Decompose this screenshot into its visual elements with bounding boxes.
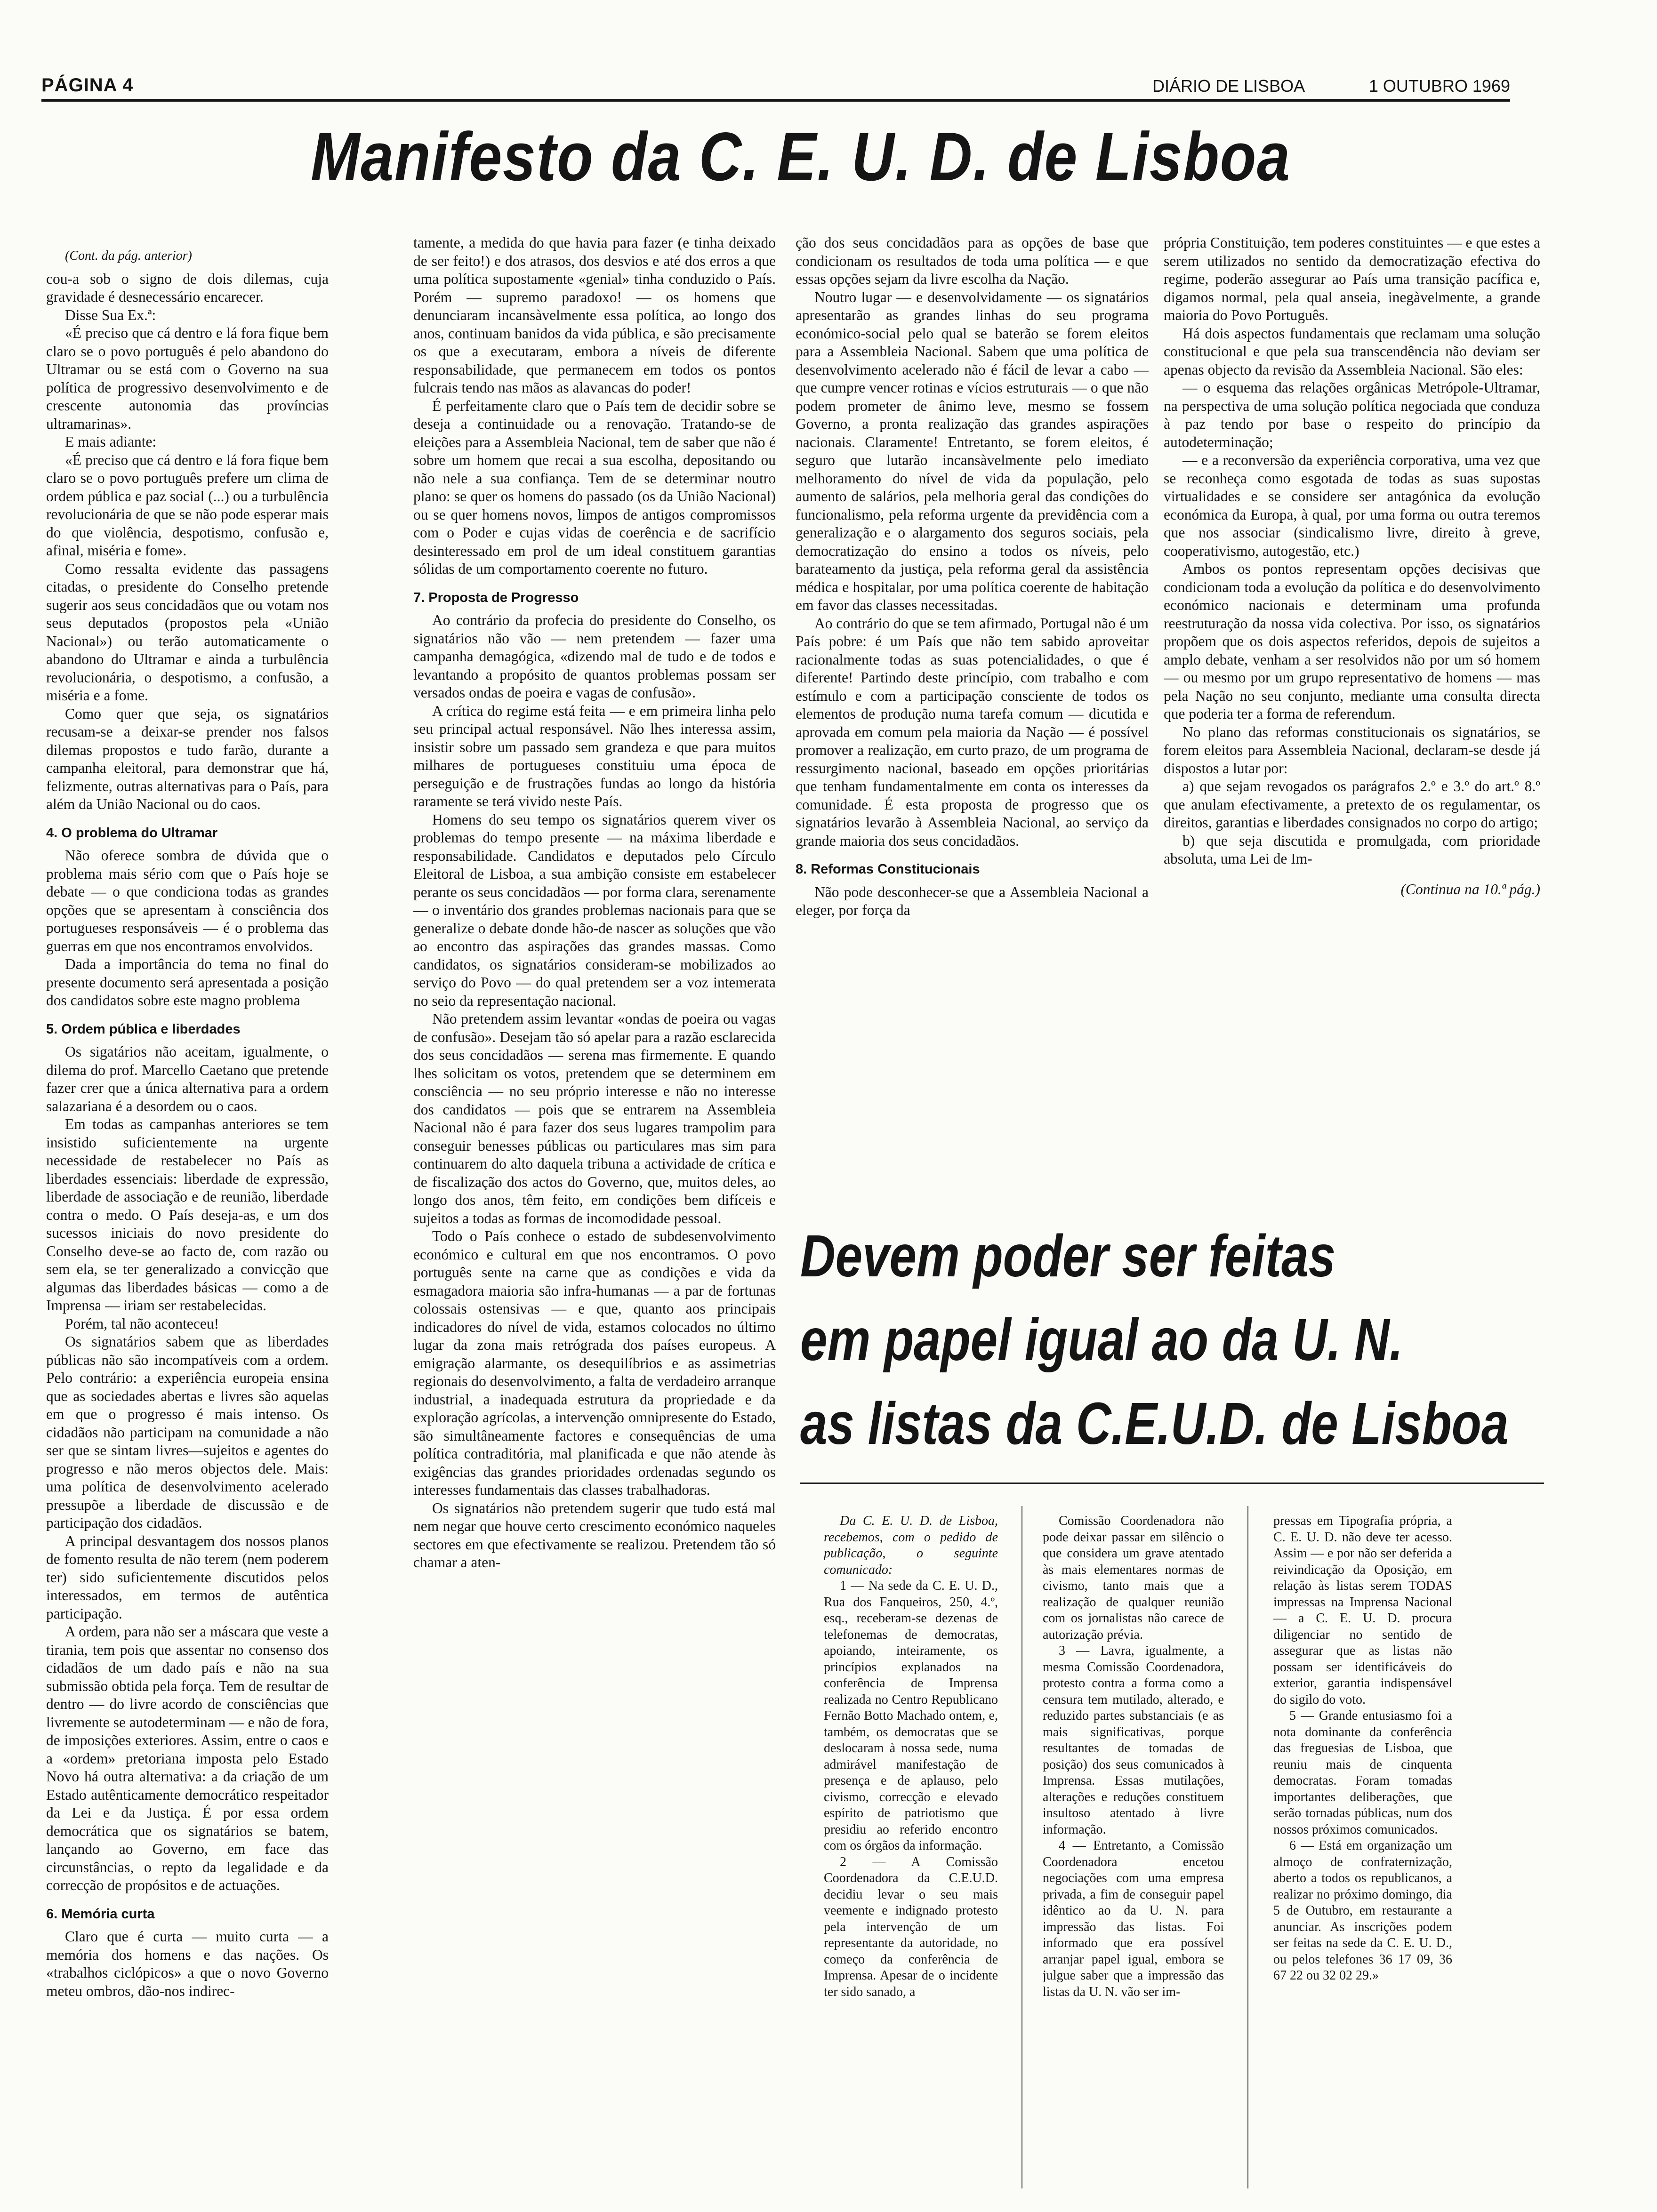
paragraph: pressas em Tipografia própria, a C. E. U. D. não deve ter acesso. Assim — e por não ser deferida a reivindicação da Oposição, em relação às listas serem TODAS impressas na Imprensa Nacional — a C. E. U. D. procura diligenciar no sentido de assegurar que as listas não possam ser identificáveis do exterior, garantia indispensável do sigilo do voto. [1273, 1514, 1452, 1707]
section-heading: 7. Proposta de Progresso [413, 590, 579, 605]
second-article-column-1 [824, 1513, 998, 2191]
second-headline-line: Devem poder ser feitas [800, 1223, 1336, 1289]
page-header [41, 71, 1510, 102]
second-headline-line: em papel igual ao da U. N. [800, 1306, 1403, 1373]
paragraph: Como ressalta evidente das passagens citadas, o presidente do Conselho pretende sugerir aos seus concidadãos que ou votam nos seus deputados (propostos pela «União Nacional») ou terão automaticamente o abandono do Ultramar e ainda a turbulência revolucionária, o despotismo, a confusão, a miséria e a fome. [46, 560, 329, 704]
column-divider [1247, 1506, 1248, 2188]
paragraph: Porém, tal não aconteceu! [65, 1315, 219, 1332]
continuation-note: (Cont. da pág. anterior) [65, 248, 192, 263]
paragraph: Ambos os pontos representam opções decisivas que condicionam toda a evolução da política e do desenvolvimento económico nacionais e determinam uma profunda reestruturação da nossa vida colectiva. Por isso, os signatários propõem que os dois aspectos referidos, depois de sujeitos a amplo debate, venham a ser resolvidos não por um só homem — ou mesmo por um grupo representativo de homens — mas pela Nação no seu conjunto, mediante uma consulta directa que poderia ter a forma de referendum. [1164, 561, 1540, 722]
paragraph: Os signatários não pretendem sugerir que tudo está mal nem negar que houve certo crescimento económico naqueles sectores em que efectivamente se realizou. Pretendem tão só chamar a aten- [413, 1499, 776, 1571]
paragraph: Ao contrário do que se tem afirmado, Portugal não é um País pobre: é um País que não tem sabido aproveitar racionalmente todas as suas potencialidades, o que é diferente! Partindo deste princípio, com trabalho e com estímulo e com a participação consciente de todos os elementos de produção numa tarefa comum — dicutida e aprovada em comum pela maioria da Nação — é possível promover a realização, em curto prazo, de um programa de ressurgimento nacional, baseado em opções prioritárias que tenham fundamentalmente em conta os interesses da comunidade. É esta proposta de progresso que os signatários levarão à Assembleia Nacional, ao serviço da grande maioria dos seus concidadãos. [796, 615, 1149, 849]
article-column-2 [413, 234, 776, 2188]
second-headline-line: as listas da C.E.U.D. de Lisboa [800, 1390, 1509, 1457]
intro-paragraph: Da C. E. U. D. de Lisboa, recebemos, com o pedido de publicação, o seguinte comunicado: [824, 1514, 998, 1577]
paragraph: tamente, a medida do que havia para fazer (e tinha deixado de ser feito!) e dos atrasos, dos desvios e até dos erros a que uma política supostamente «genial» tinha conduzido o País. Porém — supremo paradoxo! — os homens que denunciaram incansàvelmente essa política, ao longo dos anos, continuam banidos da vida pública, e são precisamente os que a executaram, embora a níveis de diferente responsabilidade, que permanecem em todos os pontos fulcrais tendo nas mãos as alavancas do poder! [413, 234, 776, 396]
paragraph: Claro que é curta — muito curta — a memória dos homens e das nações. Os «trabalhos ciclópicos» a que o novo Governo meteu ombros, dão-nos indirec- [46, 1928, 329, 1999]
paragraph: 2 — A Comissão Coordenadora da C.E.U.D. decidiu levar o seu mais veemente e indignado protesto pela intervenção de um representante da autoridade, no começo da conferência de Imprensa. Apesar de o incidente ter sido sanado, a [824, 1854, 998, 1999]
second-article-column-2 [1043, 1513, 1224, 2191]
paragraph: Comissão Coordenadora não pode deixar passar em silêncio o que considera um grave atentado às mais elementares normas de civismo, tanto mais que a realização de qualquer reunião com os jornalistas não carece de autorização prévia. [1043, 1514, 1224, 1642]
paragraph: Todo o País conhece o estado de subdesenvolvimento económico e cultural em que nos encontramos. O povo português sente na carne que as condições e vida da esmagadora maioria são infra-humanas — a par de fortunas colossais ostensivas — e que, quanto aos principais indicadores do nível de vida, estamos colocados no último lugar da zona mais retrógrada dos países europeus. A emigração alarmante, os desequilíbrios e as assimetrias regionais do desenvolvimento, a falta de verdadeiro arranque industrial, a inadequada estrutura da propriedade e da exploração agrícolas, a intervenção omnipresente do Estado, são simultâneamente factores e consequências de uma política contraditória, mal planificada e que não atende às exigências das grandes prioridades ordenadas segundo os interesses fundamentais das classes trabalhadoras. [413, 1228, 776, 1498]
paragraph: 1 — Na sede da C. E. U. D., Rua dos Fanqueiros, 250, 4.º, esq., receberam-se dezenas de telefonemas de democratas, apoiando, inteiramente, os princípios explanados na conferência de Imprensa realizada no Centro Republicano Fernão Botto Machado ontem, e, também, os democratas que se deslocaram à nossa sede, numa admirável manifestação de presença e de aplauso, pelo civismo, correcção e elevado espírito de patriotismo que presidiu ao referido encontro com os órgãos da informação. [824, 1579, 998, 1853]
paragraph: Há dois aspectos fundamentais que reclamam uma solução constitucional e que pela sua transcendência não deviam ser apenas objecto da revisão da Assembleia Nacional. São eles: [1164, 325, 1540, 378]
paragraph: ção dos seus concidadãos para as opções de base que condicionam os resultados de toda uma política — e que essas opções sejam da livre escolha da Nação. [796, 234, 1149, 287]
paragraph: Ao contrário da profecia do presidente do Conselho, os signatários não vão — nem pretendem — fazer uma campanha demagógica, «dizendo mal de tudo e de todos e levantando a propósito de quantos problemas possam ser versados ondas de poeira e vagas de confusão». [413, 612, 776, 701]
section-heading: 8. Reformas Constitucionais [796, 862, 980, 877]
paragraph: E mais adiante: [65, 433, 157, 450]
paragraph: A principal desvantagem dos nossos planos de fomento resulta de não terem (nem poderem ter) sido suficientemente discutidos pelos interessados, em termos de autêntica participação. [46, 1532, 329, 1622]
paragraph: Não oferece sombra de dúvida que o problema mais sério com que o País hoje se debate — o que condiciona todas as grandes opções que se apresentam à consciência dos portugueses responsáveis — é o problema das guerras em que nos encontramos envolvidos. [46, 847, 329, 954]
continuation-note: (Continua na 10.ª pág.) [1400, 881, 1540, 898]
paragraph: — e a reconversão da experiência corporativa, uma vez que se reconheça como esgotada de todas as suas supostas virtualidades e se considere ser antagónica da evolução económica da Europa, à qual, por uma forma ou outra teremos que nos associar (sindicalismo livre, direito à greve, cooperativismo, autogestão, etc.) [1164, 452, 1540, 559]
second-article-column-3 [1273, 1513, 1452, 2191]
issue-date: 1 OUTUBRO 1969 [1368, 76, 1510, 96]
paragraph: No plano das reformas constitucionais os signatários, se forem eleitos para Assembleia Nacional, declaram-se desde já dispostos a lutar por: [1164, 723, 1540, 777]
section-heading: 4. O problema do Ultramar [46, 825, 218, 841]
main-headline: Manifesto da C. E. U. D. de Lisboa [311, 118, 1291, 195]
paragraph: A crítica do regime está feita — e em primeira linha pelo seu principal actual responsável. Não lhes interessa assim, insistir sobre um passado sem grandeza e que para muitos milhares de portugueses constituiu uma época de perseguição e de frustrações fundas ao longo da história raramente se terá vivido neste País. [413, 702, 776, 809]
quote-paragraph: «É preciso que cá dentro e lá fora fique bem claro se o povo português prefere um clima de ordem pública e paz social (...) ou a turbulência revolucionária de que se não pode esperar mais do que violência, despotismo, confusão e, afinal, miséria e fome». [46, 451, 329, 559]
paragraph: Não pode desconhecer-se que a Assembleia Nacional a eleger, por força da [796, 883, 1149, 918]
paragraph: Os signatários sabem que as liberdades públicas não são incompatíveis com a ordem. Pelo contrário: a experiência europeia ensina que as sociedades abertas e livres são aquelas em que o progresso é mais intenso. Os cidadãos não participam na comunidade a não ser que se sintam livres—sujeitos e agentes do progresso e não meros objectos dele. Mais: uma política de desenvolvimento acelerado pressupõe a liberdade de discussão e de participação dos cidadãos. [46, 1333, 329, 1531]
page-number: PÁGINA 4 [41, 75, 134, 96]
newspaper-name: DIÁRIO DE LISBOA [1152, 76, 1305, 96]
paragraph: Em todas as campanhas anteriores se tem insistido suficientemente na urgente necessidade de restabelecer no País as liberdades essenciais: liberdade de expressão, liberdade de associação e de reunião, liberdade contra o medo. O País deseja-as, e um dos sucessos iniciais do novo presidente do Conselho deve-se ao facto de, com razão ou sem ela, se ter generalizado a convicção que algumas das liberdades básicas — como a de Imprensa — iriam ser restabelecidas. [46, 1116, 329, 1314]
paragraph: 4 — Entretanto, a Comissão Coordenadora encetou negociações com uma empresa privada, a fim de conseguir papel idêntico ao da U. N. para impressão das listas. Foi informado que era possível arranjar papel igual, embora se julgue saber que a impressão das listas da U. N. vão ser im- [1043, 1838, 1224, 1999]
paragraph: Dada a importância do tema no final do presente documento será apresentada a posição dos candidatos sobre este magno problema [46, 956, 329, 1009]
paragraph: Noutro lugar — e desenvolvidamente — os signatários apresentarão as grandes linhas do seu programa económico-social pelo qual se baterão se forem eleitos para a Assembleia Nacional. Sabem que uma política de desenvolvimento acelerado não é fácil de levar a cabo — que cumpre vencer rotinas e vícios estruturais — o que não podem prometer de ânimo leve, mesmo se fossem Governo, a pronta realização das grandes aspirações nacionais. Claramente! Entretanto, se forem eleitos, é seguro que lutarão incansàvelmente pelo imediato melhoramento do nível de vida da população, pelo aumento de salários, pela melhoria geral das condições do funcionalismo, pela reforma urgente da previdência com a generalização e o alargamento dos seguros sociais, pela democratização do ensino a todos os níveis, pelo barateamento da justiça, pela reforma geral da assistência médica e hospitalar, por uma política coerente de habitação em favor das classes necessitadas. [796, 289, 1149, 613]
paragraph: A ordem, para não ser a máscara que veste a tirania, tem pois que assentar no consenso dos cidadãos de um dado país e não na sua submissão obtida pela força. Tem de resultar de dentro — do livre acordo de consciências que livremente se autodeterminam — e não de fora, de imposições exteriores. Assim, entre o caos e a «ordem» pretoriana imposta pelo Estado Novo há outra alternativa: a da criação de um Estado autênticamente democrático respeitador da Lei e da Justiça. É por essa ordem democrática que os signatários se batem, lançando ao Governo, em face das circunstâncias, o repto da legalidade e da correcção de propósitos e de actuações. [46, 1623, 329, 1893]
paragraph: própria Constituição, tem poderes constituintes — e que estes a serem utilizados no sentido da democratização efectiva do regime, poderão assegurar ao País uma transição pacífica e, digamos normal, pela qual anseia, inegàvelmente, a grande maioria do Povo Português. [1164, 234, 1540, 323]
paragraph: — o esquema das relações orgânicas Metrópole-Ultramar, na perspectiva de uma solução política negociada que conduza à paz tendo por base o respeito do princípio da autodeterminação; [1164, 379, 1540, 450]
second-headline [800, 1214, 1544, 1459]
paragraph: 3 — Lavra, igualmente, a mesma Comissão Coordenadora, protesto contra a forma como a censura tem mutilado, alterado, e reduzido partes substanciais (e as mais significativas, porque resultantes de tomadas de posição) dos seus comunicados à Imprensa. Essas mutilações, alterações e reduções constituem insultoso atentado à livre informação. [1043, 1643, 1224, 1837]
paragraph: Homens do seu tempo os signatários querem viver os problemas do tempo presente — na máxima liberdade e responsabilidade. Candidatos e deputados pelo Círculo Eleitoral de Lisboa, a sua ambição consiste em estabelecer perante os seus concidadãos — por forma clara, serenamente — o inventário dos grandes problemas nacionais para que se generalize o debate donde hão-de nascer as soluções que vão ao encontro das aspirações das grandes massas. Como candidatos, os signatários consideram-se mobilizados ao serviço do Povo — do qual pretendem ser a voz intemerata no seio da representação nacional. [413, 811, 776, 1009]
paragraph: a) que sejam revogados os parágrafos 2.º e 3.º do art.º 8.º que anulam efectivamente, a pretexto de os regulamentar, os direitos, garantias e liberdades consignados no corpo do artigo; [1164, 778, 1540, 831]
section-heading: 5. Ordem pública e liberdades [46, 1021, 241, 1037]
quote-paragraph: «É preciso que cá dentro e lá fora fique bem claro se o povo português é pelo abandono do Ultramar ou se está com o Governo na sua política de progressivo desenvolvimento e de crescente autonomia das províncias ultramarinas». [46, 325, 329, 432]
paragraph: 5 — Grande entusiasmo foi a nota dominante da conferência das freguesias de Lisboa, que reuniu mais de cinquenta democratas. Foram tomadas importantes deliberações, que serão tornadas públicas, num dos nossos próximos comunicados. [1273, 1708, 1452, 1837]
paragraph: É perfeitamente claro que o País tem de decidir sobre se deseja a continuidade ou a renovação. Tratando-se de eleições para a Assembleia Nacional, tem de saber que não é sobre um homem que recai a sua escolha, depositando ou não nele a sua confiança. Tem de se determinar noutro plano: se quer os homens do passado (os da União Nacional) ou se quer homens novos, limpos de antigos compromissos com o Poder e cujas vidas de coerência e de sacrifício desinteressado em prol de um ideal constituem garantias sólidas de um comportamento coerente no futuro. [413, 397, 776, 577]
divider [800, 1483, 1544, 1484]
paragraph: cou-a sob o signo de dois dilemas, cuja gravidade é desnecessário encarecer. [46, 270, 329, 305]
paragraph: 6 — Está em organização um almoço de confraternização, aberto a todos os republicanos, a realizar no próximo domingo, dia 5 de Outubro, em restaurante a anunciar. As inscrições podem ser feitas na sede da C. E. U. D., ou pelos telefones 36 17 09, 36 67 22 ou 32 02 29.» [1273, 1838, 1452, 1983]
paragraph: Não pretendem assim levantar «ondas de poeira ou vagas de confusão». Desejam tão só apelar para a razão esclarecida dos seus concidadãos — serena mas firmemente. E quando lhes solicitam os votos, pretendem que se determinem em consciência — no seu próprio interesse e não no interesse dos candidatos — pois que se entrarem na Assembleia Nacional não é para fazer dos seus lugares trampolim para conseguir benesses públicas ou particulares mas sim para continuarem do alto daquela tribuna a actividade de crítica e de fiscalização dos actos do Governo, que, muitos deles, ao longo dos anos, têm feito, em condições bem difíceis e sujeitos a todas as formas de incomodidade pessoal. [413, 1010, 776, 1226]
paragraph: b) que seja discutida e promulgada, com prioridade absoluta, uma Lei de Im- [1164, 832, 1540, 867]
article-column-4 [1164, 234, 1540, 1222]
article-column-3 [796, 234, 1149, 1222]
article-column-1 [46, 247, 329, 2188]
paragraph: Os sigatários não aceitam, igualmente, o dilema do prof. Marcello Caetano que pretende fazer crer que a única alternativa para a ordem salazariana é a desordem ou o caos. [46, 1043, 329, 1114]
section-heading: 6. Memória curta [46, 1906, 155, 1922]
paragraph: Como quer que seja, os signatários recusam-se a deixar-se prender nos falsos dilemas propostos e tudo farão, durante a campanha eleitoral, para demonstrar que há, felizmente, outras alternativas para o País, para além da União Nacional ou do caos. [46, 705, 329, 812]
paragraph: Disse Sua Ex.ª: [65, 306, 156, 323]
